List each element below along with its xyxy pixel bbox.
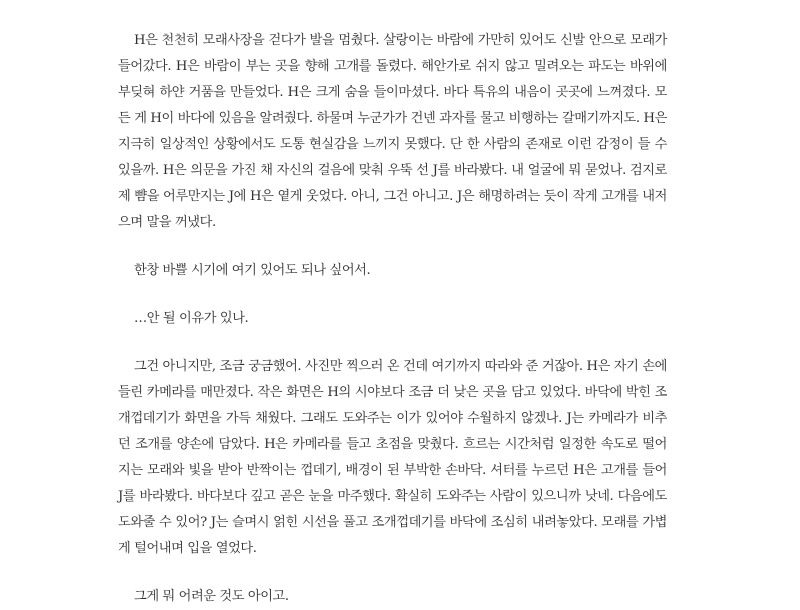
paragraph-3: …안 될 이유가 있나. bbox=[134, 311, 249, 326]
paragraph-5: 그게 뭐 어려운 것도 아이고. bbox=[134, 589, 289, 604]
paragraph-4: 그건 아니지만, 조금 궁금했어. 사진만 찍으러 온 건데 여기까지 따라와 준 거잖아. H은 자기 손에 들린 카메라를 매만졌다. 작은 화면은 H의 시야보다 조금 더 낮은 곳을 담고 있었다. 바닥에 박힌 조개껍데기가 화면을 가득 채웠다. 그래도 도와주는 이가 있어야 수월하지 않겠나. J는 카메라가 비추던 조개를 양손에 담았다. H은 카메라를 들고 초점을 맞췄다. 흐르는 시간처럼 일정한 속도로 떨어지는 모래와 빛을 받아 반짝이는 껍데기, 배경이 된 부박한 손바닥. 셔터를 누르던 H은 고개를 들어 J를 바라봤다. 바다보다 깊고 곧은 눈을 마주했다. 확실히 도와주는 사람이 있으니까 낫네. 다음에도 도와줄 수 있어? J는 슬며시 얽힌 시선을 풀고 조개껍데기를 바닥에 조심히 내려놓았다. 모래를 가볍게 털어내며 입을 열었다. bbox=[118, 359, 667, 556]
document-body bbox=[118, 28, 667, 610]
paragraph-1: H은 천천히 모래사장을 걷다가 발을 멈췄다. 살랑이는 바람에 가만히 있어도 신발 안으로 모래가 들어갔다. H은 바람이 부는 곳을 향해 고개를 돌렸다. 해안가로 쉬지 않고 밀려오는 파도는 바위에 부딪혀 하얀 거품을 만들었다. H은 크게 숨을 들이마셨다. 바다 특유의 내음이 곳곳에 느껴졌다. 모든 게 H이 바다에 있음을 알려줬다. 하물며 누군가가 건넨 과자를 물고 비행하는 갈매기까지도. H은 지극히 일상적인 상황에서도 도통 현실감을 느끼지 못했다. 단 한 사람의 존재로 이런 감정이 들 수 있을까. H은 의문을 가진 채 자신의 걸음에 맞춰 우뚝 선 J를 바라봤다. 내 얼굴에 뭐 묻었나. 검지로 제 뺨을 어루만지는 J에 H은 옅게 웃었다. 아니, 그건 아니고. J은 해명하려는 듯이 작게 고개를 내저으며 말을 꺼냈다. bbox=[118, 33, 667, 230]
paragraph-2: 한창 바쁠 시기에 여기 있어도 되나 싶어서. bbox=[134, 263, 371, 278]
